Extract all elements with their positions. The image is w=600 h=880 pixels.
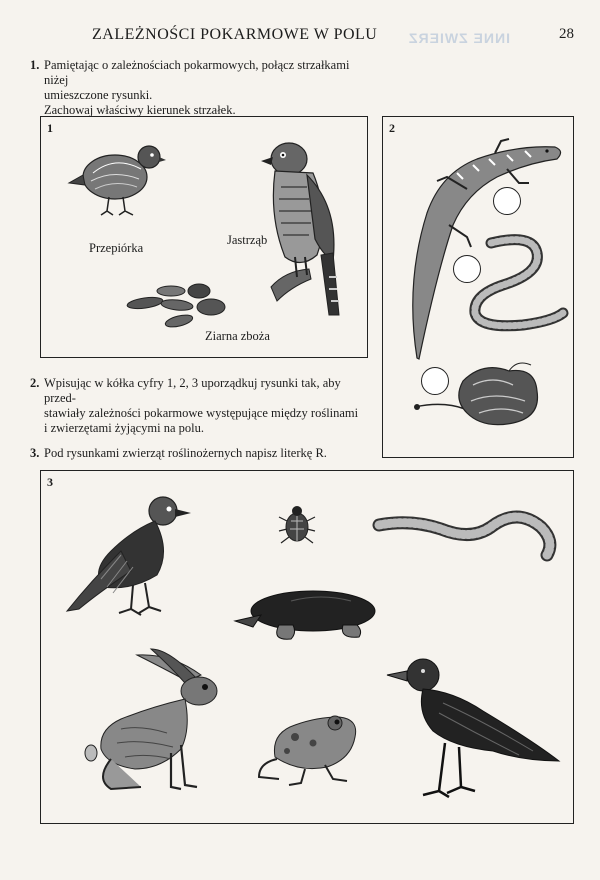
task-line: Pod rysunkami zwierząt roślinożernych napisz literkę R. (44, 446, 327, 460)
earthworm-illustration[interactable] (371, 497, 561, 567)
answer-circle-lizard[interactable] (493, 187, 521, 215)
answer-circle-earthworm[interactable] (453, 255, 481, 283)
task-number: 1. (30, 58, 40, 72)
task-line: stawiały zależności pokarmowe występujące między roślinami (44, 406, 359, 420)
answer-circle-leaves[interactable] (421, 367, 449, 395)
hawk-illustration[interactable] (251, 137, 351, 327)
mole-illustration[interactable] (231, 585, 381, 645)
exercise-box-1 (40, 116, 368, 358)
task-line: i zwierzętami żyjącymi na polu. (44, 421, 205, 435)
crow-illustration[interactable] (383, 651, 563, 811)
task-text (44, 376, 375, 436)
exercise-box-3 (40, 470, 574, 824)
page-title: ZALEŻNOŚCI POKARMOWE W POLU (92, 26, 378, 43)
task-line: Pamiętając o zależnościach pokarmowych, połącz strzałkami niżej (44, 58, 350, 87)
caption-grain: Ziarna zboża (205, 329, 270, 343)
task-1 (30, 58, 370, 117)
frog-illustration[interactable] (255, 707, 365, 787)
earthworm-illustration[interactable] (463, 233, 573, 333)
grain-illustration[interactable] (125, 281, 235, 331)
task-line: umieszczone rysunki. (44, 88, 153, 102)
exercise-box-2 (382, 116, 574, 458)
task-line: Wpisując w kółka cyfry 1, 2, 3 uporządkuj rysunki tak, aby przed- (44, 376, 341, 405)
task-text (44, 446, 327, 461)
task-number: 2. (30, 376, 40, 390)
task-3 (30, 446, 410, 462)
task-2 (30, 376, 375, 435)
box-label: 3 (47, 475, 53, 489)
page-header (0, 26, 600, 48)
box-label: 1 (47, 121, 53, 135)
task-text (44, 58, 370, 118)
box-label: 2 (389, 121, 395, 135)
beetle-illustration[interactable] (277, 501, 317, 545)
caption-hawk: Jastrząb (227, 233, 268, 247)
page-number: 28 (559, 26, 574, 42)
caption-quail: Przepiórka (89, 241, 144, 255)
quail-illustration[interactable] (63, 135, 173, 225)
jackdaw-illustration[interactable] (61, 491, 201, 621)
hare-illustration[interactable] (81, 649, 231, 799)
task-number: 3. (30, 446, 40, 460)
bleed-through-text: INNE ZWIERZ (408, 30, 510, 46)
task-line: Zachowaj właściwy kierunek strzałek. (44, 103, 236, 117)
